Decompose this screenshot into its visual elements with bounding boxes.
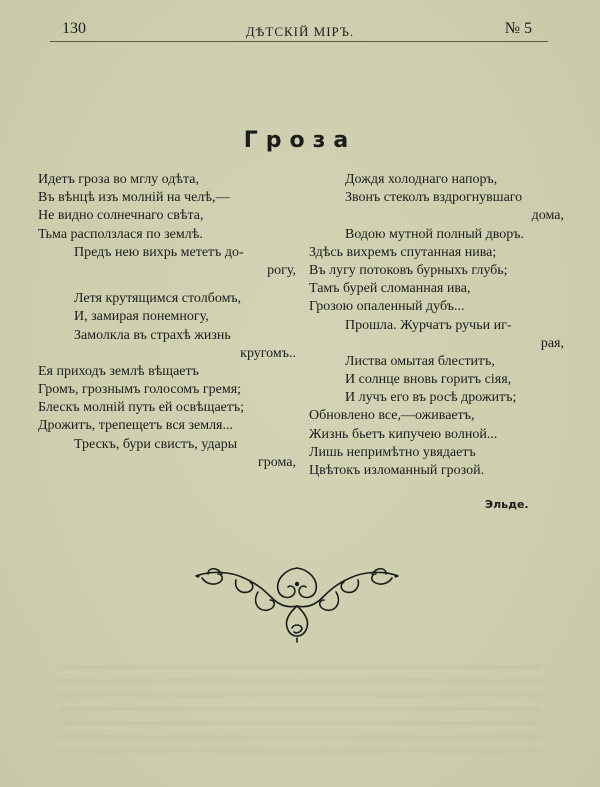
issue-number: № 5	[504, 20, 532, 37]
poem-right-line: Водою мутной полный дворъ.	[345, 226, 525, 242]
poem-right-line: Здѣсь вихремъ спутанная нива;	[309, 244, 497, 260]
poem-right-line: Грозою опаленный дубъ...	[309, 299, 465, 315]
poem-left-line: Въ вѣнцѣ изъ молній на челѣ,—	[38, 190, 230, 206]
poem-left-line	[38, 280, 296, 290]
poem-right-line: Тамъ бурей сломанная ива,	[309, 281, 471, 297]
poem-left-column	[38, 171, 296, 472]
poem-right-column	[309, 171, 564, 480]
poem-right-line: Звонъ стеколъ вздрогнувшаго	[345, 190, 523, 206]
poem-right-line: Жизнь бьетъ кипучею волной...	[309, 426, 498, 442]
poem-left-line: Тьма расползлася по землѣ.	[38, 226, 203, 242]
poem-left-line: грома,	[258, 454, 296, 470]
poem-right-line: Дождя холоднаго напоръ,	[345, 172, 498, 187]
poem-title: Гроза	[243, 128, 357, 153]
poem-right-line: дома,	[531, 208, 564, 224]
poem-right-line: рая,	[540, 335, 564, 351]
poem-right-line: И солнце вновь горитъ сіяя,	[345, 372, 512, 388]
floral-scroll-icon	[192, 562, 402, 644]
page-number: 130	[62, 20, 86, 37]
poem-left-line: рогу,	[267, 262, 296, 278]
poem-left-line: Ея приходъ землѣ вѣщаетъ	[38, 363, 199, 379]
poem-left-line: Замолкла въ страхѣ жизнь	[74, 327, 231, 343]
poem-left-line: Не видно солнечнаго свѣта,	[38, 208, 204, 224]
poem-right-line: Листва омытая блеститъ,	[345, 353, 495, 369]
bleed-through-text	[58, 665, 542, 755]
poem-right-line: Обновлено все,—оживаетъ,	[309, 408, 475, 424]
poem-right-line: И лучъ его въ росѣ дрожитъ;	[345, 390, 517, 406]
running-head: ДѢТСКІЙ МІРЪ.	[245, 24, 355, 39]
poem-left-line: Идетъ гроза во мглу одѣта,	[38, 172, 200, 187]
poem-left-line: Блескъ молній путь ей освѣщаетъ;	[38, 400, 245, 416]
bleed-through-masthead	[40, 52, 560, 114]
poem-left-line: Летя крутящимся столбомъ,	[74, 291, 242, 307]
poem-left-line: Предъ нею вихрь мететъ до-	[74, 244, 244, 260]
poem-right-line: Лишь непримѣтно увядаетъ	[309, 444, 476, 460]
poem-right-line: Цвѣтокъ изломанный грозой.	[309, 463, 485, 478]
poem-left-line: Громъ, грознымъ голосомъ гремя;	[38, 382, 242, 398]
poem-left-line: Трескъ, бури свистъ, удары	[74, 436, 238, 452]
header-rule	[50, 41, 548, 42]
poem-left-line: Дрожитъ, трепещетъ вся земля...	[38, 418, 233, 434]
poem-right-line: Въ лугу потоковъ бурныхъ глубь;	[309, 262, 508, 278]
poem-left-line: И, замирая понемногу,	[74, 309, 209, 325]
author-signature: Эльде.	[485, 498, 529, 511]
poem-left-line: кругомъ..	[240, 345, 296, 361]
poem-right-line: Прошла. Журчатъ ручьи иг-	[345, 317, 512, 333]
